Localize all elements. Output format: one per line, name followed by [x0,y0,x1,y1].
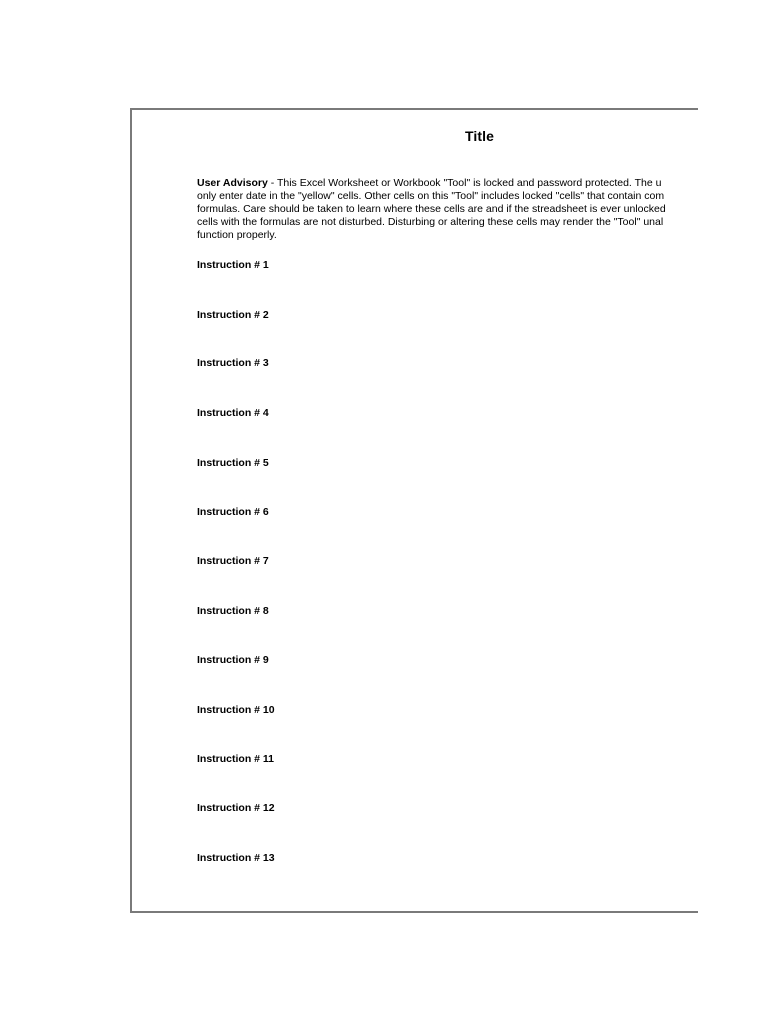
advisory-line-4: cells with the formulas are not disturbed. Disturbing or altering these cells may render the "Tool" unal [197,216,664,228]
instruction-item: Instruction # 10 [197,704,275,716]
advisory-line-2: only enter date in the "yellow" cells. Other cells on this "Tool" includes locked "cells" that contain com [197,190,665,202]
page-title: Title [464,128,495,144]
instruction-item: Instruction # 4 [197,407,269,419]
advisory-line-1-text: - This Excel Worksheet or Workbook "Tool" is locked and password protected. The u [267,177,662,189]
instruction-item: Instruction # 6 [197,506,269,518]
instruction-item: Instruction # 13 [197,852,275,864]
instruction-item: Instruction # 12 [197,802,275,814]
advisory-line-3: formulas. Care should be taken to learn where these cells are and if the streadsheet is ever unlocked [197,203,666,215]
instruction-item: Instruction # 1 [197,259,269,271]
instruction-item: Instruction # 11 [197,753,275,765]
instruction-item: Instruction # 7 [197,555,269,567]
instruction-item: Instruction # 5 [197,457,269,469]
instruction-item: Instruction # 3 [197,357,269,369]
advisory-line-1 [197,177,698,190]
advisory-line-5: function properly. [197,229,277,241]
worksheet-page [130,108,698,913]
instruction-item: Instruction # 9 [197,654,269,666]
instruction-item: Instruction # 2 [197,309,269,321]
advisory-lead: User Advisory [197,177,268,189]
instruction-item: Instruction # 8 [197,605,269,617]
user-advisory [197,177,698,242]
